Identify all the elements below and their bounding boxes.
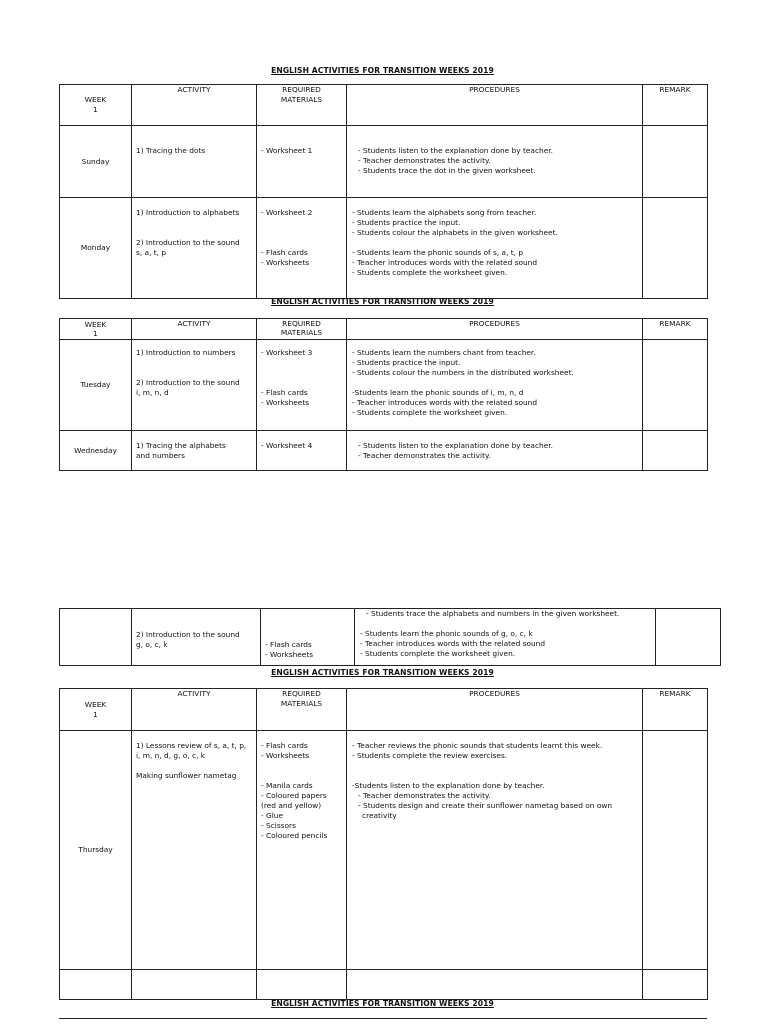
empty-cell [257, 970, 347, 1000]
day-tuesday: Tuesday [60, 340, 132, 431]
activity-cell: 1) Lessons review of s, a, t, p, i, m, n, d, g, o, c, k Making sunflower nametag [132, 731, 257, 970]
table-top-border [59, 1018, 707, 1019]
procedures-cell: - Students listen to the explanation done by teacher. - Teacher demonstrates the activity. - Students trace the dot in the given worksheet. [347, 126, 643, 198]
page-title: ENGLISH ACTIVITIES FOR TRANSITION WEEKS 2019 [271, 668, 494, 677]
day-sunday: Sunday [60, 126, 132, 198]
day-thursday: Thursday [60, 731, 132, 970]
row-thursday [60, 731, 708, 970]
header-activity: ACTIVITY [132, 85, 257, 126]
row-wednesday-continued [60, 609, 721, 666]
day-wednesday: Wednesday [60, 431, 132, 471]
row-wednesday [60, 431, 708, 471]
procedures-cell: - Students learn the alphabets song from teacher. - Students practice the input. - Students colour the alphabets in the given worksheet. - Students learn the phonic sounds of s, a, t, p - Teacher introduces words with the related sound - Students complete the worksheet given. [347, 198, 643, 299]
header-week: WEEK 1 [60, 85, 132, 126]
header-week: WEEK 1 [60, 319, 132, 340]
header-remark: REMARK [643, 85, 708, 126]
empty-cell [132, 970, 257, 1000]
activity-cell: 1) Tracing the dots [132, 126, 257, 198]
activity-cell: 1) Introduction to numbers 2) Introduction to the sound i, m, n, d [132, 340, 257, 431]
page-title: ENGLISH ACTIVITIES FOR TRANSITION WEEKS 2019 [271, 66, 494, 75]
procedures-cell: - Students listen to the explanation done by teacher. - Teacher demonstrates the activity. [347, 431, 643, 471]
remark-cell [643, 431, 708, 471]
row-tuesday [60, 340, 708, 431]
remark-cell [643, 126, 708, 198]
activity-cell: 2) Introduction to the sound g, o, c, k [132, 609, 261, 666]
schedule-table-1 [59, 84, 708, 299]
schedule-table-2 [59, 318, 708, 471]
procedures-cell: - Students trace the alphabets and numbers in the given worksheet. - Students learn the phonic sounds of g, o, c, k - Teacher introduces words with the related sound - Students complete the worksheet given. [355, 609, 656, 666]
materials-cell: - Worksheet 2 - Flash cards - Worksheets [257, 198, 347, 299]
header-materials: REQUIRED MATERIALS [257, 319, 347, 340]
header-remark: REMARK [643, 689, 708, 731]
empty-cell [347, 970, 643, 1000]
header-remark: REMARK [643, 319, 708, 340]
materials-cell: - Flash cards - Worksheets [261, 609, 355, 666]
row-monday [60, 198, 708, 299]
remark-cell [643, 731, 708, 970]
schedule-table-4 [59, 688, 708, 1000]
materials-cell: - Worksheet 3 - Flash cards - Worksheets [257, 340, 347, 431]
header-procedures: PROCEDURES [347, 689, 643, 731]
activity-cell: 1) Tracing the alphabets and numbers [132, 431, 257, 471]
table-header-row [60, 85, 708, 126]
empty-cell [643, 970, 708, 1000]
table-header-row [60, 689, 708, 731]
materials-cell: - Flash cards - Worksheets - Manila cards - Coloured papers (red and yellow) - Glue - Scissors - Coloured pencils [257, 731, 347, 970]
materials-cell: - Worksheet 1 [257, 126, 347, 198]
procedures-cell: - Teacher reviews the phonic sounds that students learnt this week. - Students complete the review exercises. -Students listen to the explanation done by teacher. - Teacher demonstrates the activity. - Students design and create their sunflower nametag based on own creativity [347, 731, 643, 970]
page-title: ENGLISH ACTIVITIES FOR TRANSITION WEEKS 2019 [271, 297, 494, 306]
day-cell-empty [60, 609, 132, 666]
materials-cell: - Worksheet 4 [257, 431, 347, 471]
schedule-table-3 [59, 608, 721, 666]
procedures-cell: - Students learn the numbers chant from teacher. - Students practice the input. - Students colour the numbers in the distributed worksheet. -Students learn the phonic sounds of i, m, n, d - Teacher introduces words with the related sound - Students complete the worksheet given. [347, 340, 643, 431]
row-empty [60, 970, 708, 1000]
header-materials: REQUIRED MATERIALS [257, 85, 347, 126]
activity-cell: 1) Introduction to alphabets 2) Introduction to the sound s, a, t, p [132, 198, 257, 299]
remark-cell [656, 609, 721, 666]
header-procedures: PROCEDURES [347, 85, 643, 126]
header-activity: ACTIVITY [132, 689, 257, 731]
day-monday: Monday [60, 198, 132, 299]
header-materials: REQUIRED MATERIALS [257, 689, 347, 731]
remark-cell [643, 198, 708, 299]
empty-cell [60, 970, 132, 1000]
header-activity: ACTIVITY [132, 319, 257, 340]
remark-cell [643, 340, 708, 431]
table-header-row [60, 319, 708, 340]
header-procedures: PROCEDURES [347, 319, 643, 340]
row-sunday [60, 126, 708, 198]
header-week: WEEK 1 [60, 689, 132, 731]
page-title: ENGLISH ACTIVITIES FOR TRANSITION WEEKS 2019 [271, 999, 494, 1008]
